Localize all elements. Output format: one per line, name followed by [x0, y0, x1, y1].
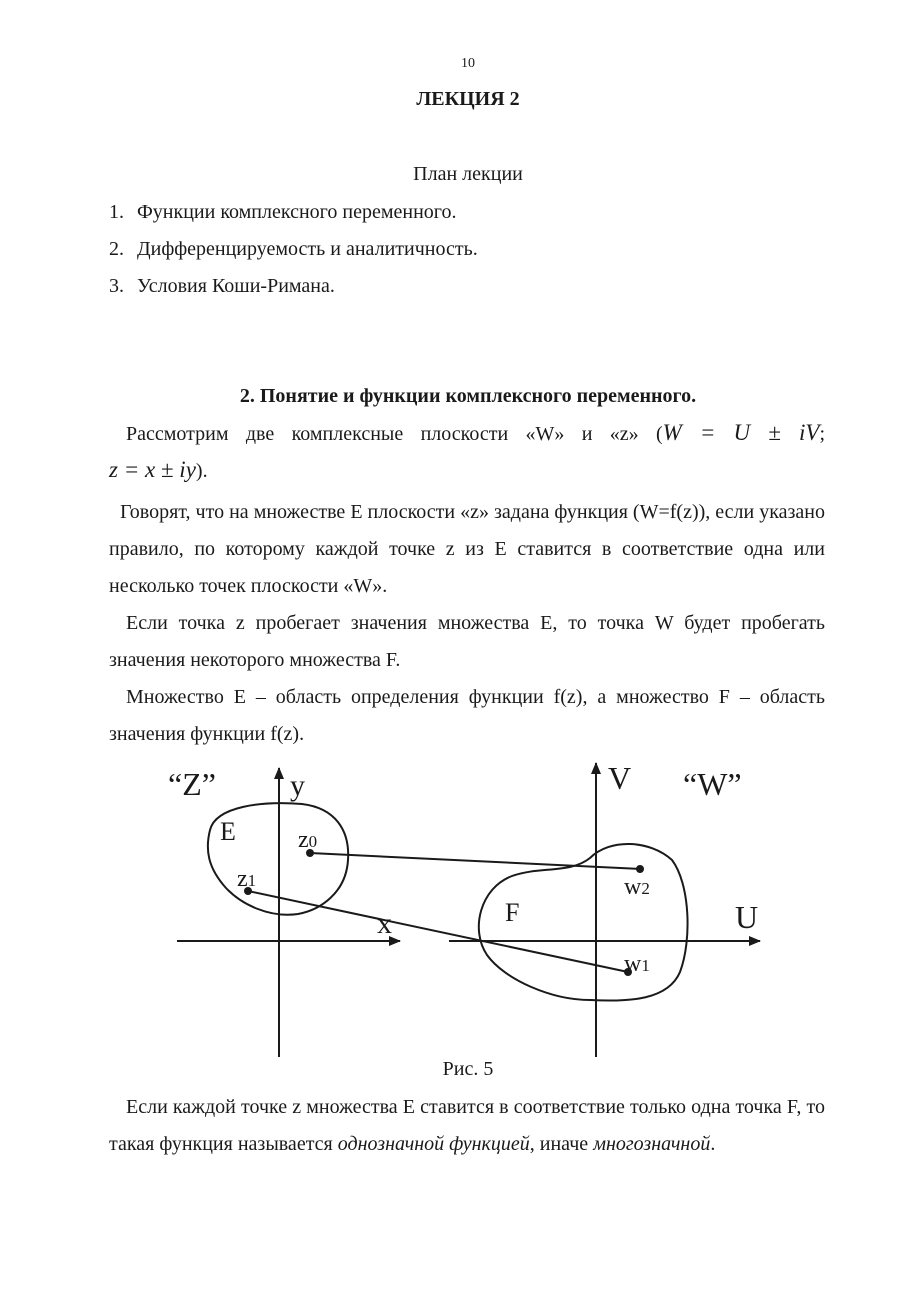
paragraph-mapping: Если точка z пробегает значения множества E, то точка W будет пробегать значения некоторого множества F.: [109, 612, 825, 671]
mapping-line-z1-w1: [248, 891, 628, 972]
section-heading: 2. Понятие и функции комплексного переменного.: [239, 385, 697, 407]
plan-item-text: Функции комплексного переменного.: [137, 201, 457, 223]
v-axis-label: V: [608, 760, 632, 796]
u-axis-label: U: [735, 899, 759, 935]
paragraph-planes-text: Рассмотрим две комплексные плоскости «W» и «z» (: [126, 423, 663, 445]
plan-item-number: 2.: [109, 238, 124, 260]
page-number: 10: [461, 56, 475, 71]
w-plane-label: “W”: [683, 766, 742, 802]
paragraph-definition: Говорят, что на множестве E плоскости «z» задана функция (W=f(z)), если указано правило, по которому каждой точке z из E ставится в соответствие одна или несколько точек плоскости «W».: [109, 501, 825, 597]
plan-item-text: Дифференцируемость и аналитичность.: [137, 238, 478, 260]
point-z1-label: z1: [237, 866, 257, 892]
paragraph-single-valued: [109, 1089, 825, 1163]
mapping-line-z0-w2: [310, 853, 640, 869]
plan-heading: План лекции: [413, 163, 523, 185]
set-e-label: E: [220, 817, 236, 846]
formula-z: z = x ± iy: [109, 457, 196, 482]
point-w2-label: w2: [624, 874, 650, 900]
paragraph-domain-range: Множество E – область определения функции f(z), а множество F – область значения функции f(z).: [109, 686, 825, 745]
paragraph-single-valued-mid: , иначе: [529, 1133, 589, 1155]
paragraph-single-valued-text: Если каждой точке z множества E ставится в соответствие только одна точка F, то такая функция называется: [109, 1096, 825, 1155]
lecture-title: ЛЕКЦИЯ 2: [416, 88, 520, 110]
plan-item-number: 3.: [109, 275, 124, 297]
term-multi-valued: многозначной: [593, 1133, 711, 1155]
point-w2: [636, 865, 644, 873]
figure-caption: Рис. 5: [442, 1058, 494, 1080]
formula-separator: ;: [819, 423, 825, 445]
paragraph-single-valued-end: .: [710, 1133, 716, 1155]
point-w1-label: w1: [624, 951, 650, 977]
z-plane-label: “Z”: [168, 766, 216, 802]
formula-end: ).: [195, 460, 208, 482]
point-z0-label: z0: [298, 827, 318, 853]
x-axis-label: x: [377, 907, 392, 940]
set-f-label: F: [505, 898, 520, 927]
formula-w: W = U ± iV: [662, 420, 820, 445]
y-axis-label: y: [290, 769, 305, 802]
term-single-valued: однозначной функцией: [337, 1133, 530, 1155]
plan-item-text: Условия Коши-Римана.: [137, 275, 335, 297]
plan-item-number: 1.: [109, 201, 124, 223]
